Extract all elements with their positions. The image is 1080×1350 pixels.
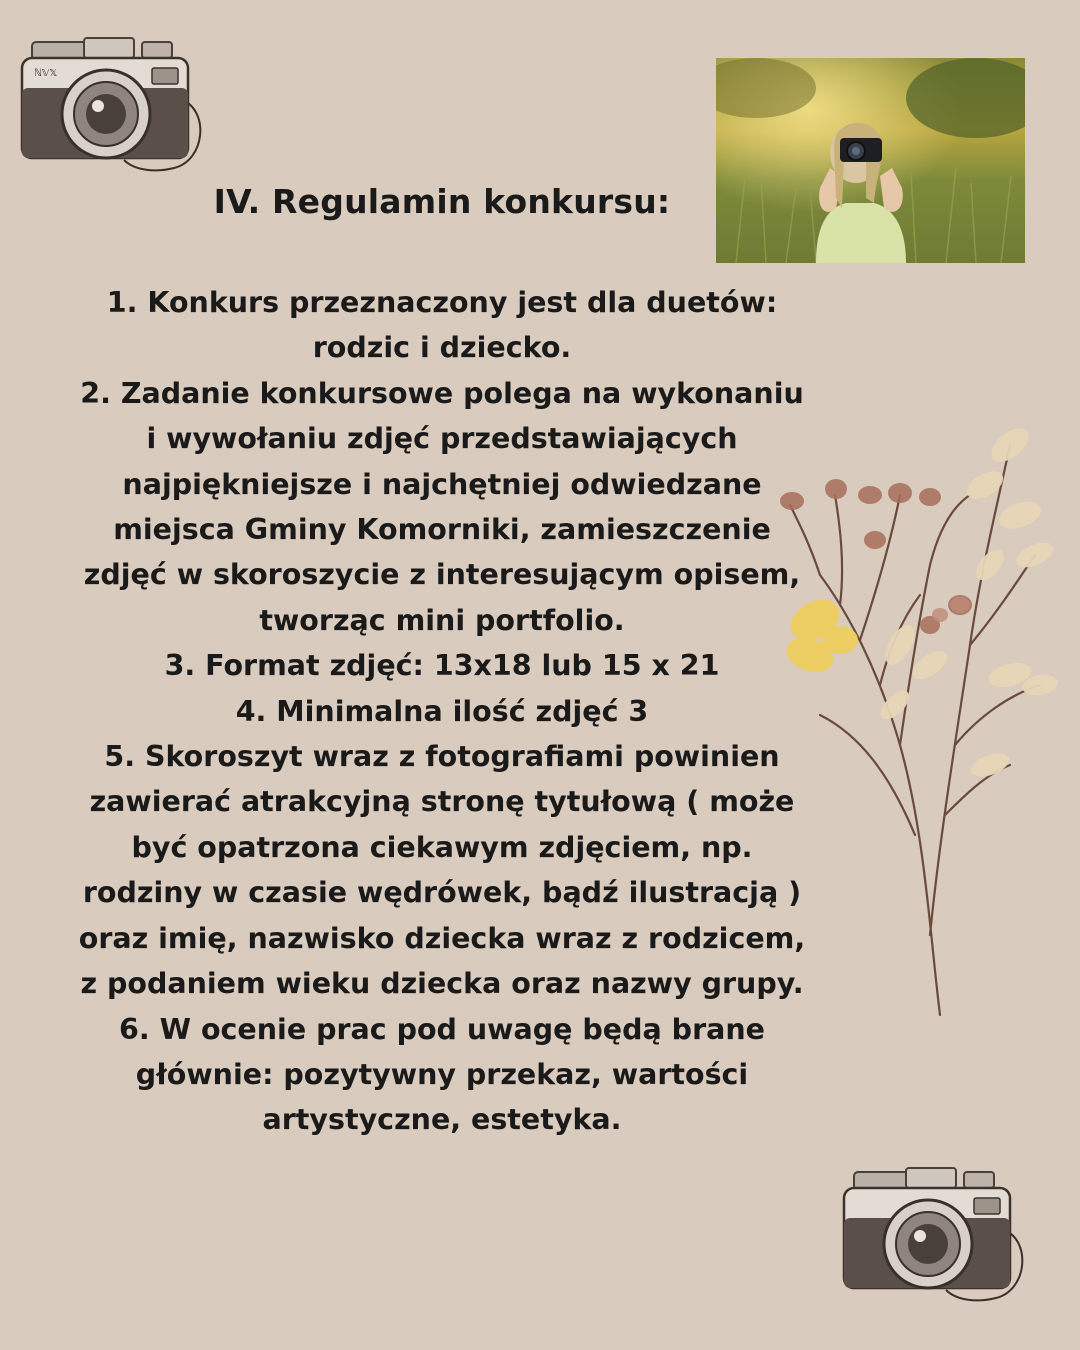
rule-item-5: 5. Skoroszyt wraz z fotografiami powinien zawierać atrakcyjną stronę tytułową ( może być opatrzona ciekawym zdjęciem, np. rodziny w czasie wędrówek, bądź ilustracją ) oraz imię, nazwisko dziecka wraz z rodzicem, z podaniem wieku dziecka oraz nazwy grupy. [78, 740, 806, 1001]
svg-text:ℕ𝕍𝕏: ℕ𝕍𝕏 [34, 68, 58, 79]
camera-illustration-bottom [836, 1160, 1036, 1310]
rule-item-3: 3. Format zdjęć: 13x18 lub 15 x 21 [164, 649, 720, 683]
rule-item-6: 6. W ocenie prac pod uwagę będą brane głównie: pozytywny przekaz, wartości artystyczne, estetyka. [119, 1012, 765, 1137]
rule-item-1: 1. Konkurs przeznaczony jest dla duetów: rodzic i dziecko. [106, 286, 778, 365]
page-title: IV. Regulamin konkursu: [213, 182, 671, 221]
camera-illustration-top [14, 30, 214, 180]
rule-item-2: 2. Zadanie konkursowe polega na wykonaniu i wywołaniu zdjęć przedstawiających najpiękniejsze i najchętniej odwiedzane miejsca Gminy Komorniki, zamieszczenie zdjęć w skoroszycie z interesującym opisem, tworząc mini portfolio. [80, 376, 804, 637]
dried-flowers-illustration [780, 415, 1060, 1025]
rules-list [74, 280, 810, 1143]
rule-item-4: 4. Minimalna ilość zdjęć 3 [235, 694, 649, 728]
child-photo [716, 58, 1025, 263]
